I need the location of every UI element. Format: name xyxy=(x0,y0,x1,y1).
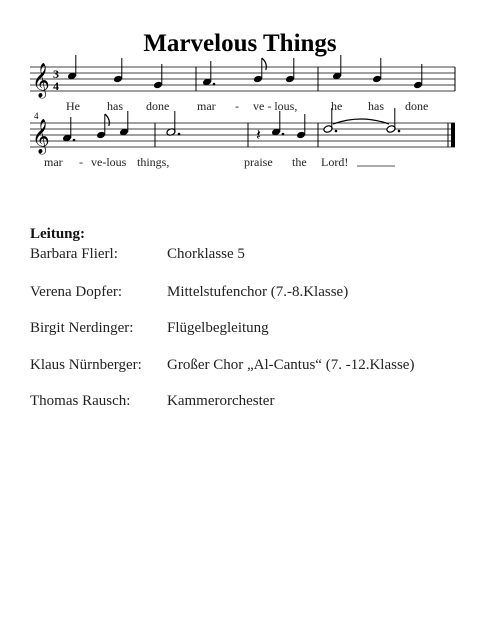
note xyxy=(166,111,180,136)
lyric-syllable: mar xyxy=(44,155,63,169)
quarter-rest-icon: 𝄽 xyxy=(256,125,261,144)
treble-clef-icon: 𝄞 xyxy=(32,119,50,154)
lyric-syllable: praise xyxy=(244,155,273,169)
lyric-syllable: has xyxy=(107,99,123,113)
lyric-syllable: - xyxy=(235,99,239,113)
note xyxy=(96,114,109,139)
note xyxy=(62,117,75,142)
lyric-syllable: ve-lous xyxy=(91,155,127,169)
credit-name: Klaus Nürnberger: xyxy=(30,357,142,373)
credit-name: Thomas Rausch: xyxy=(30,393,131,409)
note xyxy=(413,64,423,89)
note xyxy=(153,64,163,89)
credit-role: Flügelbegleitung xyxy=(167,320,269,336)
lyric-syllable: things, xyxy=(137,155,170,169)
lyric-syllable: has xyxy=(368,99,384,113)
sheet-music xyxy=(0,0,480,200)
note xyxy=(386,108,400,133)
time-signature-bottom: 4 xyxy=(53,79,59,93)
lyric-syllable: done xyxy=(146,99,170,113)
credit-role: Großer Chor „Al-Cantus“ (7. -12.Klasse) xyxy=(167,357,415,373)
note xyxy=(253,58,266,83)
note xyxy=(113,58,123,83)
treble-clef-icon: 𝄞 xyxy=(32,63,50,98)
credit-role: Chorklasse 5 xyxy=(167,246,245,262)
note xyxy=(119,111,129,136)
measure-number: 4 xyxy=(34,111,39,121)
lyric-syllable: done xyxy=(405,99,429,113)
note xyxy=(67,55,77,80)
lyric-syllable: - xyxy=(79,155,83,169)
credit-role: Kammerorchester xyxy=(167,393,275,409)
note xyxy=(372,58,382,83)
final-barline xyxy=(451,123,455,147)
lyric-syllable: the xyxy=(292,155,307,169)
lyric-syllable: mar xyxy=(197,99,216,113)
credits-heading: Leitung: xyxy=(30,226,86,242)
staff-system-1 xyxy=(30,55,455,113)
note xyxy=(202,61,215,86)
page-title: Marvelous Things xyxy=(143,30,337,57)
lyric-syllable: Lord! xyxy=(321,155,349,169)
note xyxy=(285,58,295,83)
credit-name: Verena Dopfer: xyxy=(30,284,123,300)
lyric-syllable: he xyxy=(331,99,343,113)
staff-system-2 xyxy=(30,108,455,169)
credit-role: Mittelstufenchor (7.-8.Klasse) xyxy=(167,284,349,300)
time-signature-top: 3 xyxy=(53,67,59,81)
note xyxy=(296,114,306,139)
note xyxy=(271,111,284,136)
lyric-syllable: ve - lous, xyxy=(253,99,298,113)
lyric-syllable: He xyxy=(66,99,80,113)
credit-name: Barbara Flierl: xyxy=(30,246,118,262)
credit-name: Birgit Nerdinger: xyxy=(30,320,134,336)
note xyxy=(332,55,342,80)
